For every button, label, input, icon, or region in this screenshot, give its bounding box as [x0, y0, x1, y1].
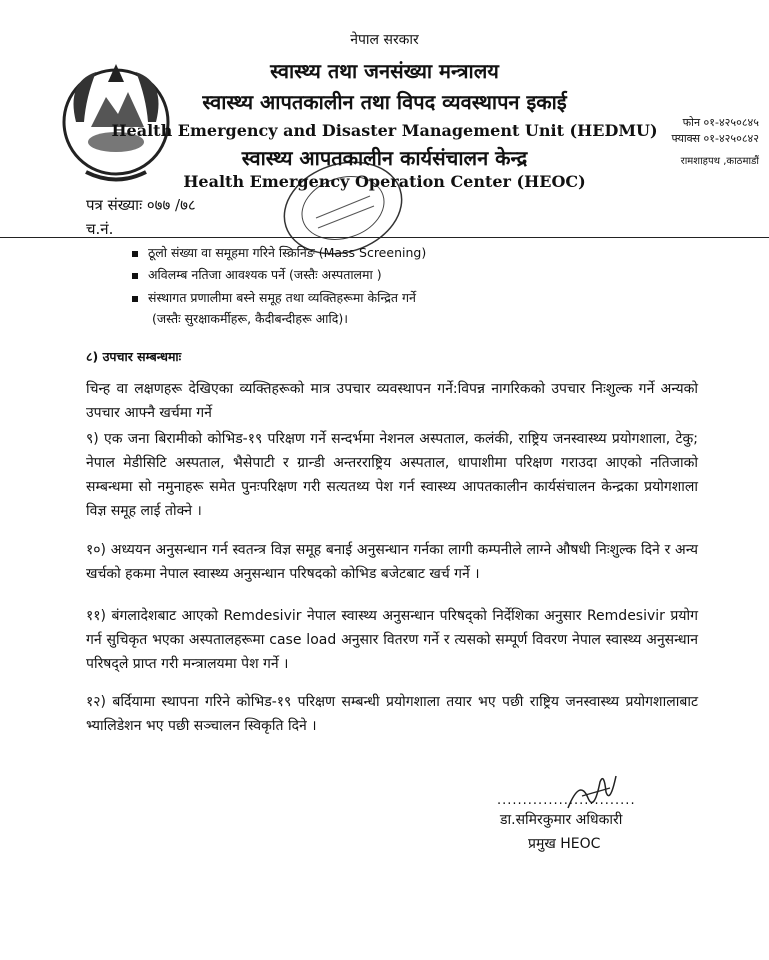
- bullet-icon: [132, 251, 138, 257]
- letter-number: पत्र संख्याः ०७७ /७८: [86, 196, 196, 214]
- handwritten-signature: [560, 768, 620, 816]
- fax-number: फ्याक्स ०१-४२५०८४२: [671, 132, 759, 145]
- ministry-name: स्वास्थ्य तथा जनसंख्या मन्त्रालय: [270, 59, 499, 83]
- header-divider: [0, 237, 769, 238]
- paragraph-12: १२) बर्दियामा स्थापना गरिने कोभिड-१९ परिक्षण सम्बन्धी प्रयोगशाला तयार भए पछी राष्ट्रिय जनस्वास्थ्य प्रयोगशालाबाट भ्यालिडेशन भए पछी सञ्चालन स्विकृति दिने ।: [86, 694, 698, 734]
- list-item: [132, 244, 426, 261]
- bullet-text: ठूलो संख्या वा समूहमा गरिने स्क्रिनिङ (Mass Screening): [148, 245, 427, 260]
- government-name: नेपाल सरकार: [350, 32, 419, 48]
- unit-name-english: Health Emergency and Disaster Management Unit (HEDMU): [111, 121, 658, 140]
- paragraph-10: १०) अध्ययन अनुसन्धान गर्न स्वतन्त्र विज्ञ समूह बनाई अनुसन्धान गर्नका लागी कम्पनीले लाग्ने औषधी निःशुल्क दिने र अन्य खर्चको हकमा नेपाल स्वास्थ्य अनुसन्धान परिषदको कोभिड बजेटबाट खर्च गर्ने ।: [86, 542, 698, 582]
- paragraph-11: ११) बंगलादेशबाट आएको Remdesivir नेपाल स्वास्थ्य अनुसन्धान परिषद्को निर्देशिका अनुसार Remdesivir प्रयोग गर्न सुचिकृत भएका अस्पतालहरूमा case load अनुसार वितरण गर्ने र त्यसको सम्पूर्ण विवरण नेपाल स्वास्थ्य अनुसन्धान परिषद्ले प्राप्त गरी मन्त्रालयमा पेश गर्ने ।: [86, 608, 698, 672]
- paragraph-8: चिन्ह वा लक्षणहरू देखिएका व्यक्तिहरूको मात्र उपचार व्यवस्थापन गर्ने:विपन्न नागरिकको उपचार निःशुल्क गर्ने अन्यको उपचार आफ्नै खर्चमा गर्ने: [86, 381, 698, 421]
- bullet-icon: [132, 273, 138, 279]
- bullet-continuation: (जस्तैः सुरक्षाकर्मीहरू, कैदीबन्दीहरू आदि)।: [152, 311, 348, 326]
- signature-line: ...........................: [497, 793, 636, 808]
- bullet-text: अविलम्ब नतिजा आवश्यक पर्ने (जस्तैः अस्पतालमा ): [148, 267, 382, 282]
- list-item: [132, 289, 416, 306]
- bullet-text: संस्थागत प्रणालीमा बस्ने समूह तथा व्यक्तिहरूमा केन्द्रित गर्ने: [148, 290, 416, 305]
- bullet-icon: [132, 296, 138, 302]
- office-address: रामशाहपथ ,काठमाडौं: [680, 156, 759, 167]
- section-heading: ८) उपचार सम्बन्धमाः: [86, 349, 182, 364]
- center-name-nepali: स्वास्थ्य आपतकालीन कार्यसंचालन केन्द्र: [241, 146, 528, 170]
- paragraph-9: ९) एक जना बिरामीको कोभिड-१९ परिक्षण गर्ने सन्दर्भमा नेशनल अस्पताल, कलंकी, राष्ट्रिय जनस्वास्थ्य प्रयोगशाला, टेकु; नेपाल मेडीसिटि अस्पताल, भैसेपाटी र ग्रान्डी अन्तरराष्ट्रिय अस्पताल, धापाशीमा परिक्षण गराउदा आएको नतिजाको सम्बन्धमा सो नमुनाहरू समेत पुनःपरिक्षण गरी सत्यतथ्य पेश गर्न स्वास्थ्य आपतकालीन कार्यसंचालन केन्द्रका प्रयोगशाला विज्ञ समूह लाई तोक्ने ।: [86, 431, 698, 519]
- signatory-title: प्रमुख HEOC: [528, 836, 601, 852]
- signatory-name: डा.समिरकुमार अधिकारी: [500, 812, 623, 828]
- center-name-english: Health Emergency Operation Center (HEOC): [183, 172, 586, 191]
- unit-name-nepali: स्वास्थ्य आपतकालीन तथा विपद व्यवस्थापन इकाई: [202, 90, 567, 114]
- dispatch-number: च.नं.: [86, 220, 114, 238]
- phone-number: फोन ०१-४२५०८४५: [682, 116, 759, 129]
- list-item: [132, 266, 382, 283]
